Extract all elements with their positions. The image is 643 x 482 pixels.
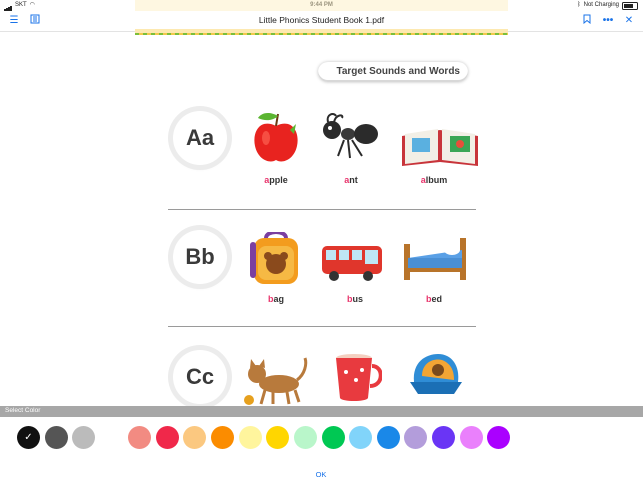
color-swatch[interactable] [432, 426, 455, 449]
bus-image [320, 240, 384, 284]
cup-image [332, 352, 382, 402]
page-top-strip [135, 29, 508, 35]
color-swatch[interactable] [377, 426, 400, 449]
word-bag: bag [267, 294, 284, 304]
color-swatch[interactable] [460, 426, 483, 449]
color-swatch[interactable] [322, 426, 345, 449]
word-apple: apple [264, 175, 288, 185]
letter-circle-a: Aa [173, 111, 227, 165]
bag-image [248, 232, 304, 288]
bookmark-icon[interactable] [580, 14, 594, 27]
cap-image [408, 352, 464, 398]
ant-image [320, 112, 380, 166]
charging-label: Not Charging [583, 2, 619, 8]
word-ant: ant [344, 175, 358, 185]
color-swatch[interactable] [45, 426, 68, 449]
color-swatch[interactable] [17, 426, 40, 449]
close-icon[interactable]: ✕ [624, 15, 634, 26]
word-bus: bus [346, 294, 363, 304]
menu-icon[interactable]: ☰ [9, 15, 19, 26]
color-swatch[interactable] [266, 426, 289, 449]
row-divider [168, 209, 476, 210]
color-swatch[interactable] [404, 426, 427, 449]
carrier-label: SKT [15, 2, 27, 8]
bluetooth-icon: ᛒ [577, 2, 581, 8]
color-swatch[interactable] [349, 426, 372, 449]
checkmark-icon: ✓ [24, 432, 33, 443]
wifi-icon: ◠ [29, 2, 35, 8]
color-swatch[interactable] [487, 426, 510, 449]
target-sounds-heading [318, 62, 468, 82]
color-swatch[interactable] [72, 426, 95, 449]
cat-image [243, 356, 313, 406]
word-album: album [420, 175, 448, 185]
document-title: Little Phonics Student Book 1.pdf [258, 15, 385, 25]
page-peek-strip [135, 0, 508, 11]
color-swatch[interactable] [211, 426, 234, 449]
apple-image [250, 108, 302, 166]
row-divider [168, 326, 476, 327]
status-right [577, 0, 638, 11]
bed-image [400, 236, 470, 282]
color-picker-header [0, 406, 643, 417]
color-picker-sheet [0, 406, 643, 482]
heading-text: Target Sounds and Words [336, 66, 460, 77]
word-bed: bed [425, 294, 442, 304]
color-swatch[interactable] [239, 426, 262, 449]
color-swatch[interactable] [183, 426, 206, 449]
letter-circle-b: Bb [173, 230, 227, 284]
color-swatch[interactable] [156, 426, 179, 449]
letter-circle-c: Cc [173, 350, 227, 404]
more-icon[interactable]: ••• [602, 15, 614, 26]
album-image [400, 126, 480, 170]
color-swatch[interactable] [128, 426, 151, 449]
select-color-label: Select Color [5, 407, 41, 414]
battery-icon [622, 2, 638, 10]
color-swatch[interactable] [294, 426, 317, 449]
ok-button[interactable]: OK [315, 470, 327, 479]
